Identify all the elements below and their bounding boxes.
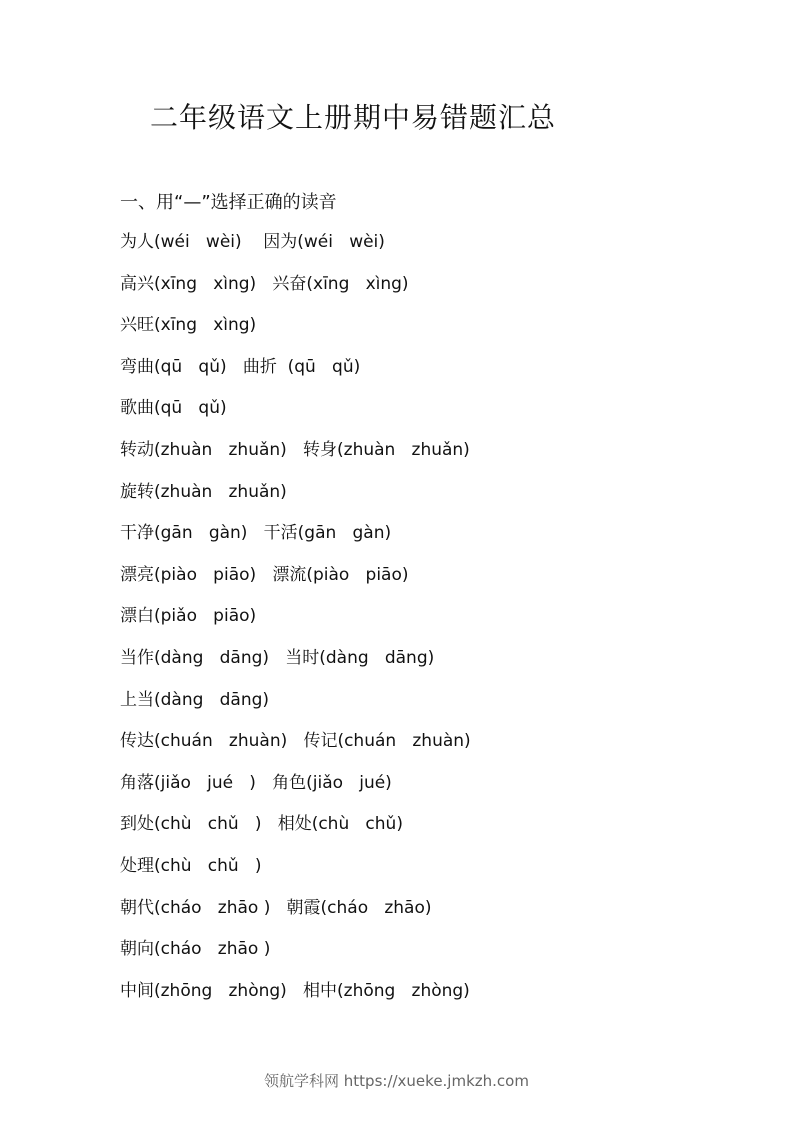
list-item: 转动(zhuàn zhuǎn) 转身(zhuàn zhuǎn) [120, 439, 470, 460]
list-item: 旋转(zhuàn zhuǎn) [120, 481, 287, 502]
list-item: 干净(gān gàn) 干活(gān gàn) [120, 523, 392, 544]
list-item: 中间(zhōng zhòng) 相中(zhōng zhòng) [120, 980, 470, 1001]
list-item: 歌曲(qū qǔ) [120, 398, 227, 419]
list-item: 角落(jiǎo jué ) 角色(jiǎo jué) [120, 772, 392, 793]
list-item: 当作(dàng dāng) 当时(dàng dāng) [120, 647, 435, 668]
footer-watermark: 领航学科网 https://xueke.jmkzh.com [264, 1072, 529, 1090]
list-item: 为人(wéi wèi) 因为(wéi wèi) [120, 232, 385, 252]
list-item: 朝代(cháo zhāo ) 朝霞(cháo zhāo) [120, 897, 432, 918]
list-item: 兴旺(xīng xìng) [120, 315, 257, 336]
list-item: 朝向(cháo zhāo ) [120, 939, 271, 960]
list-item: 到处(chù chǔ ) 相处(chù chǔ) [120, 814, 403, 835]
section-heading: 一、用“—”选择正确的读音 [120, 192, 337, 213]
list-item: 漂白(piǎo piāo) [120, 606, 257, 627]
list-item: 高兴(xīng xìng) 兴奋(xīng xìng) [120, 273, 409, 294]
page-title: 二年级语文上册期中易错题汇总 [150, 101, 557, 134]
list-item: 传达(chuán zhuàn) 传记(chuán zhuàn) [120, 731, 471, 752]
list-item: 弯曲(qū qǔ) 曲折 (qū qǔ) [120, 356, 361, 377]
pronunciation-list [120, 230, 471, 1020]
list-item: 漂亮(piào piāo) 漂流(piào piāo) [120, 564, 409, 585]
list-item: 处理(chù chǔ ) [120, 855, 262, 876]
list-item: 上当(dàng dāng) [120, 689, 270, 710]
